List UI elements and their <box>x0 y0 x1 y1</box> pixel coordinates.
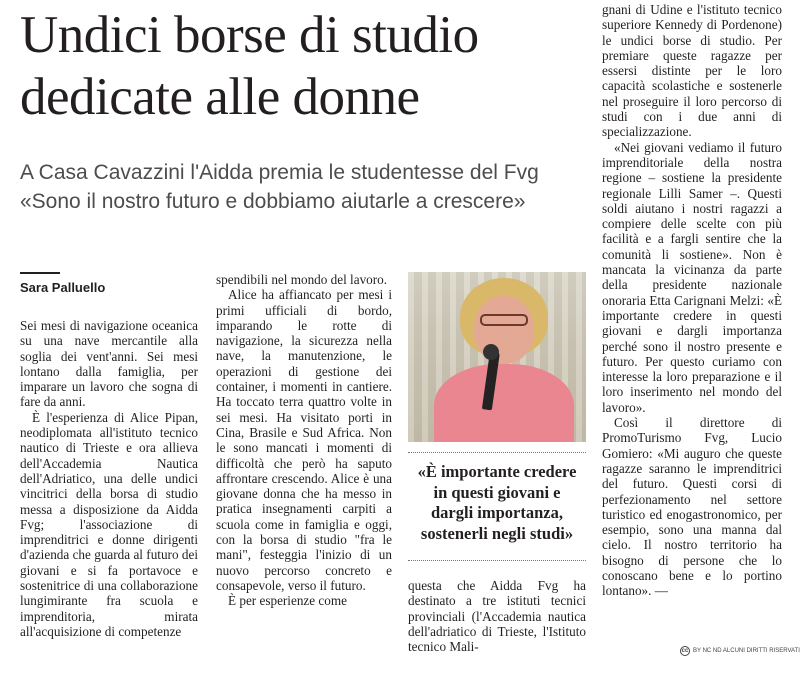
creative-commons-icon: cc <box>681 648 689 654</box>
pullquote-line: dargli importanza, <box>431 503 563 522</box>
license-text: BY NC ND ALCUNI DIRITTI RISERVATI <box>693 648 800 654</box>
paragraph: Così il direttore di PromoTurismo Fvg, Lucio Gomiero: «Mi auguro che queste ragazze saranno le imprenditrici del futuro. Questi corsi di perfezionamento nel settore turistico ed enogastronomico, per esempio, sono una manna dal cielo. Il nostro territorio ha bisogno di persone che lo conoscano bene e lo portino lontano». — <box>602 415 782 599</box>
photo-glasses <box>480 314 528 326</box>
paragraph: «Nei giovani vediamo il futuro imprenditoriale della nostra regione – sostiene la presidente regionale Lilli Samer –. Questi soldi aiutano i nostri ragazzi a compiere delle scelte con più facilità e a fargli sentire che la comunità li sostiene». Non è mancata la vicinanza da parte della presidente nazionale onoraria Etta Carignani Melzi: «È importante credere in questi giovani e dargli importanza perché sono il nostro presente e futuro. Per questo curiamo con interesse la loro preparazione e il loro inserimento nel mondo del lavoro». <box>602 139 782 415</box>
pullquote-rule-top <box>408 452 586 453</box>
article-column-4 <box>602 2 782 642</box>
byline-rule <box>20 272 60 274</box>
photo-body <box>434 364 574 442</box>
speaker-photo <box>408 272 586 442</box>
pullquote-line: sostenerli negli studi» <box>420 523 574 543</box>
paragraph: È per esperienze come <box>228 593 347 609</box>
paragraph: È l'esperienza di Alice Pipan, neodiplomata all'istituto tecnico nautico di Trieste e ora allieva dell'Accademia Nautica dell'Adriatico, una delle undici vincitrici della borsa di studio messa a disposizione da Aidda Fvg; l'associazione di imprenditrici e donne dirigenti d'azienda che guarda al futuro dei giovani e si fa portavoce e sostenitrice di una collaborazione lungimirante fra scuola e imprenditoria, mirata all'acquisizione di competenze <box>20 409 198 639</box>
paragraph-continued: questa che Aidda Fvg ha destinato a tre istituti tecnici provinciali (l'Accademia nautica dell'adriatico di Trieste, l'Istituto tecnico Mali- <box>408 578 586 655</box>
headline <box>20 4 590 128</box>
microphone-head <box>483 344 499 360</box>
paragraph: Alice ha affiancato per mesi i primi ufficiali di bordo, imparando le rotte di navigazione, la sicurezza nella nave, la manutenzione, le operazioni di gestione dei container, i momenti in cantiere. Ha toccato terra quattro volte in sei mesi. Ha visitato porti in Cina, Brasile e Sud Africa. Non le sono mancati i momenti di difficoltà che però ha saputo affrontare crescendo. Alice è una giovane donna che ha messo in pratica insegnamenti carpiti a scuola come in famiglia e oggi, con la borsa di studio "fra le mani", festeggia l'inizio di un nuovo percorso concreto e consapevole, verso il futuro. <box>216 287 392 593</box>
subhead-line: A Casa Cavazzini l'Aidda premia le studentesse del Fvg <box>20 161 539 184</box>
pullquote-line: in questi giovani e <box>433 482 561 502</box>
paragraph-continued: gnani di Udine e l'istituto tecnico superiore Kennedy di Pordenone) le undici borse di studio. Per premiare queste ragazze per essersi distinte per le loro capacità scolastiche e sostenerle nel proseguire il loro percorso di studi con i due anni di specializzazione. <box>602 2 782 140</box>
article-column-1 <box>20 318 198 663</box>
article-column-2 <box>216 272 392 663</box>
pullquote-line: «È importante credere <box>417 462 577 481</box>
license-badge <box>680 646 800 656</box>
subhead-line: «Sono il nostro futuro e dobbiamo aiutarle a crescere» <box>20 190 526 213</box>
paragraph-continued: spendibili nel mondo del lavoro. <box>216 272 388 287</box>
pullquote <box>408 462 586 544</box>
headline-line: dedicate alle donne <box>20 68 420 126</box>
article-column-3 <box>408 578 586 663</box>
pullquote-rule-bottom <box>408 560 586 561</box>
subheadline <box>20 158 600 216</box>
byline: Sara Palluello <box>20 280 106 295</box>
headline-line: Undici borse di studio <box>20 6 479 64</box>
paragraph: Sei mesi di navigazione oceanica su una nave mercantile alla soglia dei vent'anni. Sei mesi lontano dalla famiglia, per imparare un lavoro che sogna di fare da anni. <box>20 318 198 410</box>
